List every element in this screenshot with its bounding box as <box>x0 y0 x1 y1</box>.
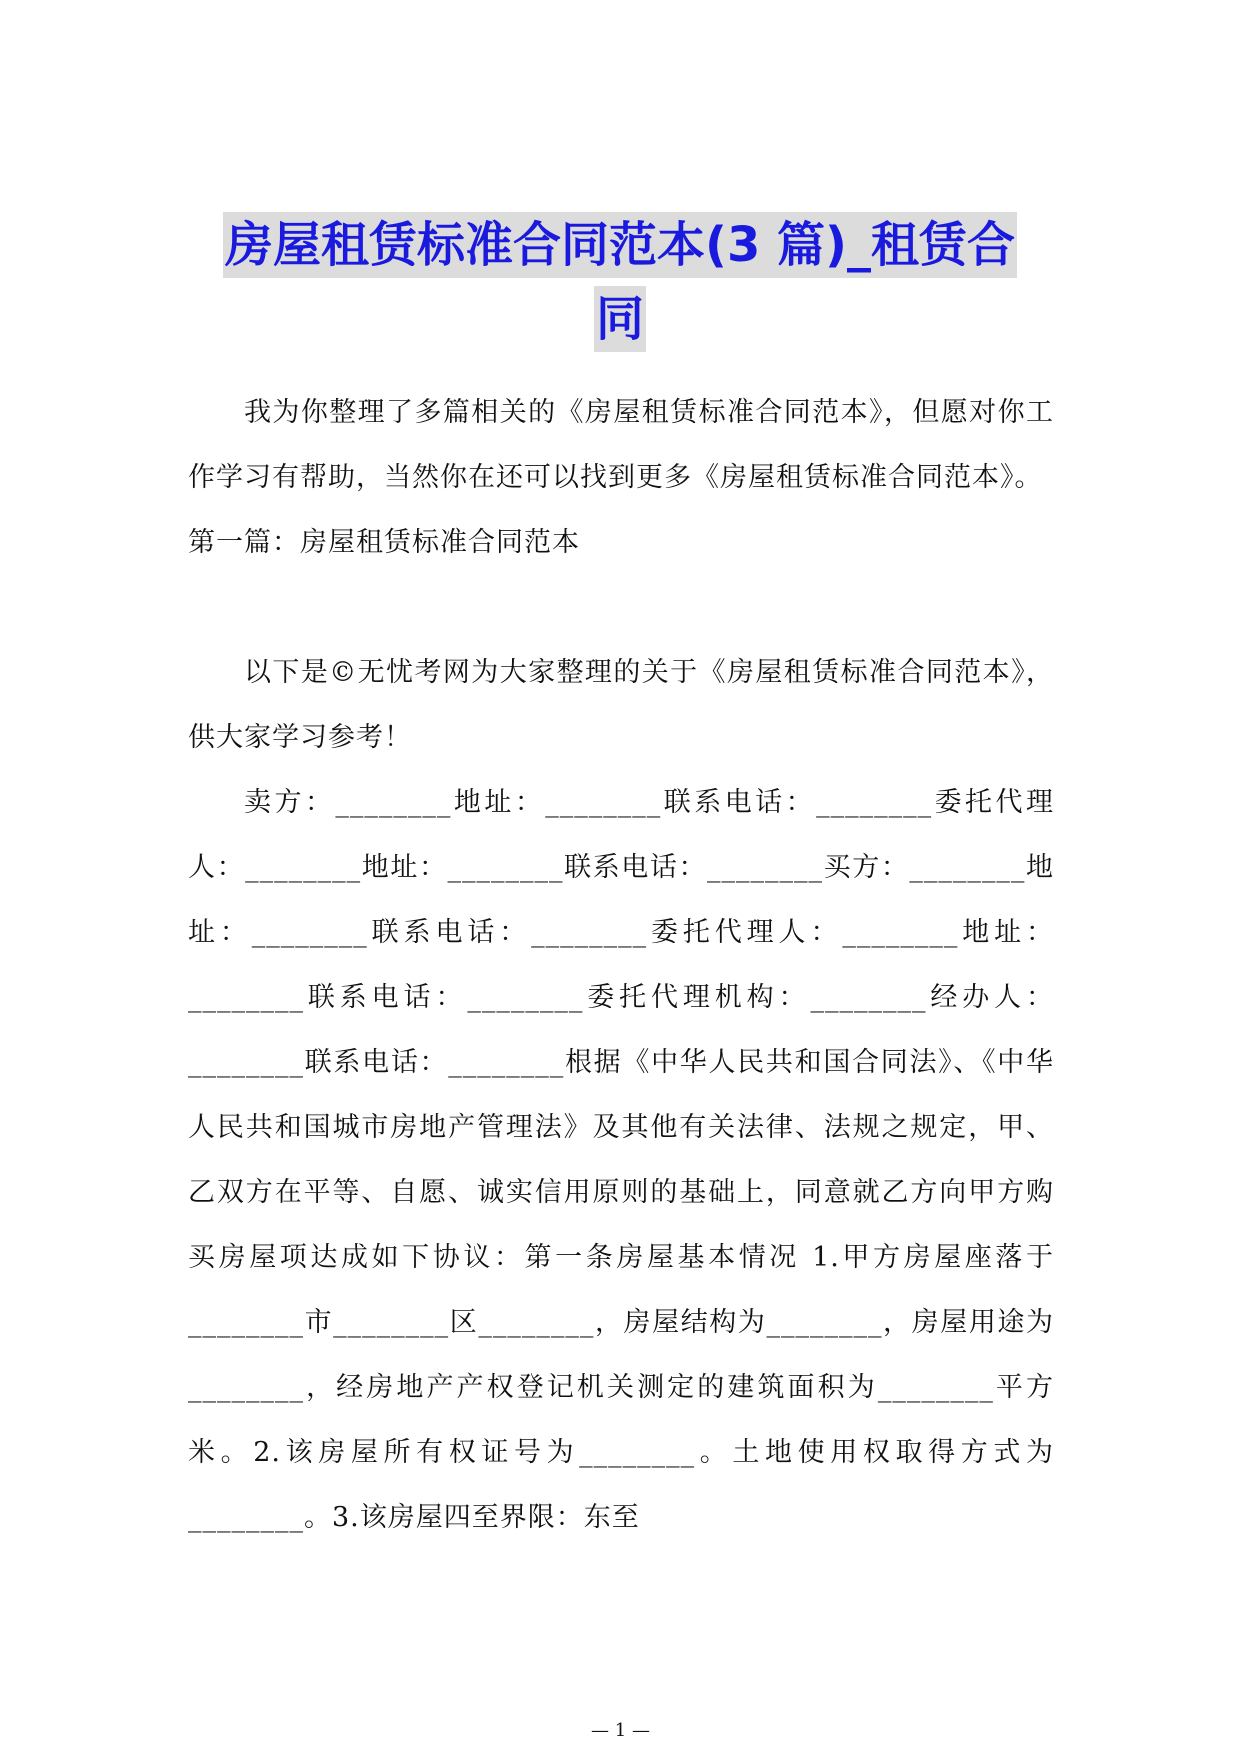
contract-paragraph: 卖方：________地址：________联系电话：________委托代理人：________地址：________联系电话：________买方：________地址：________联系电话：________委托代理人：________地址：________联系电话：________委托代理机构：________经办人：________联系电话：________根据《中华人民共和国合同法》、《中华人民共和国城市房地产管理法》及其他有关法律、法规之规定，甲、乙双方在平等、自愿、诚实信用原则的基础上，同意就乙方向甲方购买房屋项达成如下协议：第一条房屋基本情况 1.甲方房屋座落于________市________区________，房屋结构为________，房屋用途为________，经房地产产权登记机关测定的建筑面积为________平方米。2.该房屋所有权证号为________。土地使用权取得方式为________。3.该房屋四至界限：东至 <box>188 787 1054 1533</box>
title-line-2: 同 <box>594 286 646 352</box>
document-title <box>190 212 1050 352</box>
source-note-paragraph: 以下是©无忧考网为大家整理的关于《房屋租赁标准合同范本》，供大家学习参考！ <box>188 657 1054 753</box>
intro-paragraph: 我为你整理了多篇相关的《房屋租赁标准合同范本》，但愿对你工作学习有帮助，当然你在还可以找到更多《房屋租赁标准合同范本》。 <box>188 397 1054 493</box>
title-line-1: 房屋租赁标准合同范本(3 篇)_租赁合 <box>223 212 1017 278</box>
section-heading: 第一篇：房屋租赁标准合同范本 <box>188 527 580 558</box>
document-body <box>188 380 1054 1550</box>
page-number: — 1 — <box>591 1720 650 1741</box>
